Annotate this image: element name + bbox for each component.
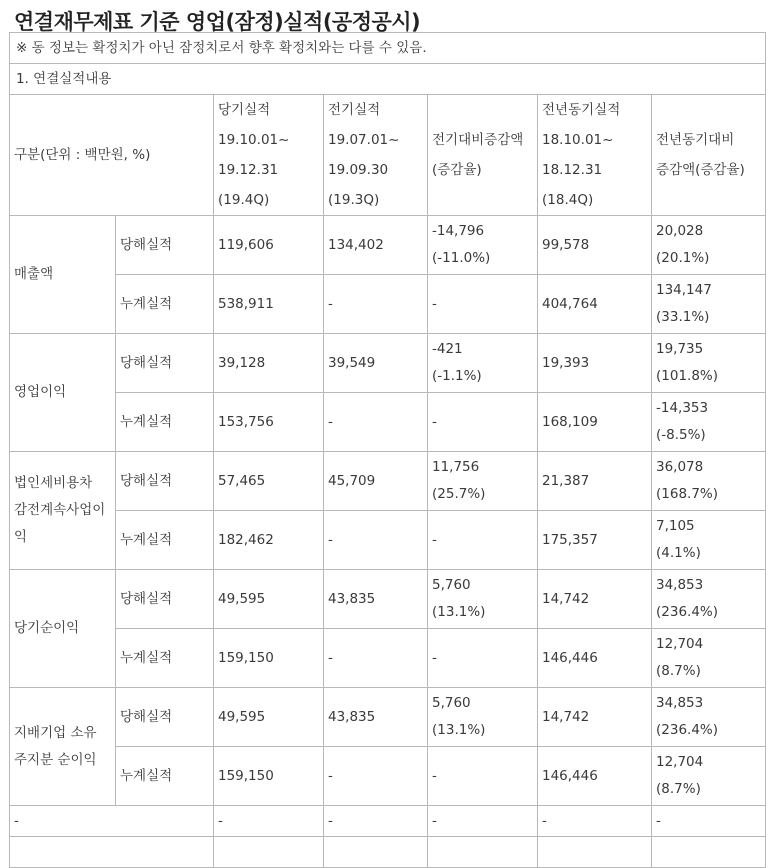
cell-year-ago: 175,357 [538, 511, 652, 570]
section-row [10, 64, 766, 95]
row-type: 누계실적 [116, 393, 214, 452]
cell-year-ago: 14,742 [538, 570, 652, 629]
table-row [10, 393, 766, 452]
disclaimer-text: ※ 동 정보는 확정치가 아닌 잠정치로서 향후 확정치와는 다를 수 있음. [10, 33, 766, 64]
cell-qoq: - [428, 393, 538, 452]
table-row [10, 216, 766, 275]
row-label: 당기순이익 [10, 570, 116, 688]
row-type: 누계실적 [116, 511, 214, 570]
footer-cell: - [10, 806, 214, 837]
row-type: 당해실적 [116, 216, 214, 275]
cell-year-ago: 168,109 [538, 393, 652, 452]
disclaimer-row [10, 33, 766, 64]
row-type: 당해실적 [116, 452, 214, 511]
cell-qoq: 11,756 (25.7%) [428, 452, 538, 511]
row-label: 지배기업 소유 주지분 순이익 [10, 688, 116, 806]
row-type: 당해실적 [116, 334, 214, 393]
cell-previous: 43,835 [324, 688, 428, 747]
cell-previous: 134,402 [324, 216, 428, 275]
cell-current: 159,150 [214, 629, 324, 688]
cell-qoq: - [428, 275, 538, 334]
section-title: 1. 연결실적내용 [10, 64, 766, 95]
cell-qoq: - [428, 629, 538, 688]
table-row [10, 511, 766, 570]
row-label: 매출액 [10, 216, 116, 334]
table-row [10, 570, 766, 629]
cell-qoq: - [428, 747, 538, 806]
cell-yoy: 34,853 (236.4%) [652, 570, 766, 629]
cell-qoq: -14,796 (-11.0%) [428, 216, 538, 275]
cell-year-ago: 146,446 [538, 747, 652, 806]
cell-qoq: - [428, 511, 538, 570]
header-yoy: 전년동기대비 증감액(증감율) [652, 95, 766, 216]
cell-qoq: 5,760 (13.1%) [428, 570, 538, 629]
footer-cell: - [652, 806, 766, 837]
cell-year-ago: 99,578 [538, 216, 652, 275]
cell-current: 49,595 [214, 570, 324, 629]
cell-yoy: -14,353 (-8.5%) [652, 393, 766, 452]
header-qoq: 전기대비증감액 (증감율) [428, 95, 538, 216]
cell-current: 39,128 [214, 334, 324, 393]
cell-yoy: 19,735 (101.8%) [652, 334, 766, 393]
row-type: 누계실적 [116, 275, 214, 334]
header-current: 당기실적 19.10.01~ 19.12.31 (19.4Q) [214, 95, 324, 216]
table-row [10, 452, 766, 511]
cell-previous: - [324, 629, 428, 688]
cell-current: 57,465 [214, 452, 324, 511]
footer-row [10, 806, 766, 837]
cell-previous: 43,835 [324, 570, 428, 629]
cell-yoy: 134,147 (33.1%) [652, 275, 766, 334]
empty-row [10, 837, 766, 868]
cell-yoy: 36,078 (168.7%) [652, 452, 766, 511]
row-type: 당해실적 [116, 688, 214, 747]
cell-year-ago: 19,393 [538, 334, 652, 393]
table-row [10, 688, 766, 747]
table-row [10, 629, 766, 688]
page-title: 연결재무제표 기준 영업(잠정)실적(공정공시) [14, 10, 421, 34]
cell-yoy: 12,704 (8.7%) [652, 747, 766, 806]
cell-yoy: 7,105 (4.1%) [652, 511, 766, 570]
footer-cell: - [324, 806, 428, 837]
cell-previous: - [324, 511, 428, 570]
row-type: 당해실적 [116, 570, 214, 629]
cell-yoy: 12,704 (8.7%) [652, 629, 766, 688]
cell-previous: - [324, 747, 428, 806]
footer-cell: - [428, 806, 538, 837]
cell-yoy: 20,028 (20.1%) [652, 216, 766, 275]
cell-year-ago: 21,387 [538, 452, 652, 511]
cell-qoq: 5,760 (13.1%) [428, 688, 538, 747]
cell-current: 119,606 [214, 216, 324, 275]
cell-yoy: 34,853 (236.4%) [652, 688, 766, 747]
cell-previous: - [324, 393, 428, 452]
cell-year-ago: 404,764 [538, 275, 652, 334]
header-previous: 전기실적 19.07.01~ 19.09.30 (19.3Q) [324, 95, 428, 216]
row-type: 누계실적 [116, 747, 214, 806]
table-row [10, 275, 766, 334]
cell-current: 538,911 [214, 275, 324, 334]
cell-current: 159,150 [214, 747, 324, 806]
cell-current: 182,462 [214, 511, 324, 570]
header-unit: 구분(단위 : 백만원, %) [10, 95, 214, 216]
cell-current: 49,595 [214, 688, 324, 747]
cell-year-ago: 14,742 [538, 688, 652, 747]
header-row [10, 95, 766, 216]
cell-qoq: -421 (-1.1%) [428, 334, 538, 393]
cell-previous: 39,549 [324, 334, 428, 393]
row-type: 누계실적 [116, 629, 214, 688]
footer-cell: - [214, 806, 324, 837]
row-label: 영업이익 [10, 334, 116, 452]
table-row [10, 747, 766, 806]
row-label: 법인세비용차 감전계속사업이 익 [10, 452, 116, 570]
footer-cell: - [538, 806, 652, 837]
cell-previous: - [324, 275, 428, 334]
results-table [9, 32, 766, 868]
table-row [10, 334, 766, 393]
cell-previous: 45,709 [324, 452, 428, 511]
cell-year-ago: 146,446 [538, 629, 652, 688]
cell-current: 153,756 [214, 393, 324, 452]
header-year-ago: 전년동기실적 18.10.01~ 18.12.31 (18.4Q) [538, 95, 652, 216]
